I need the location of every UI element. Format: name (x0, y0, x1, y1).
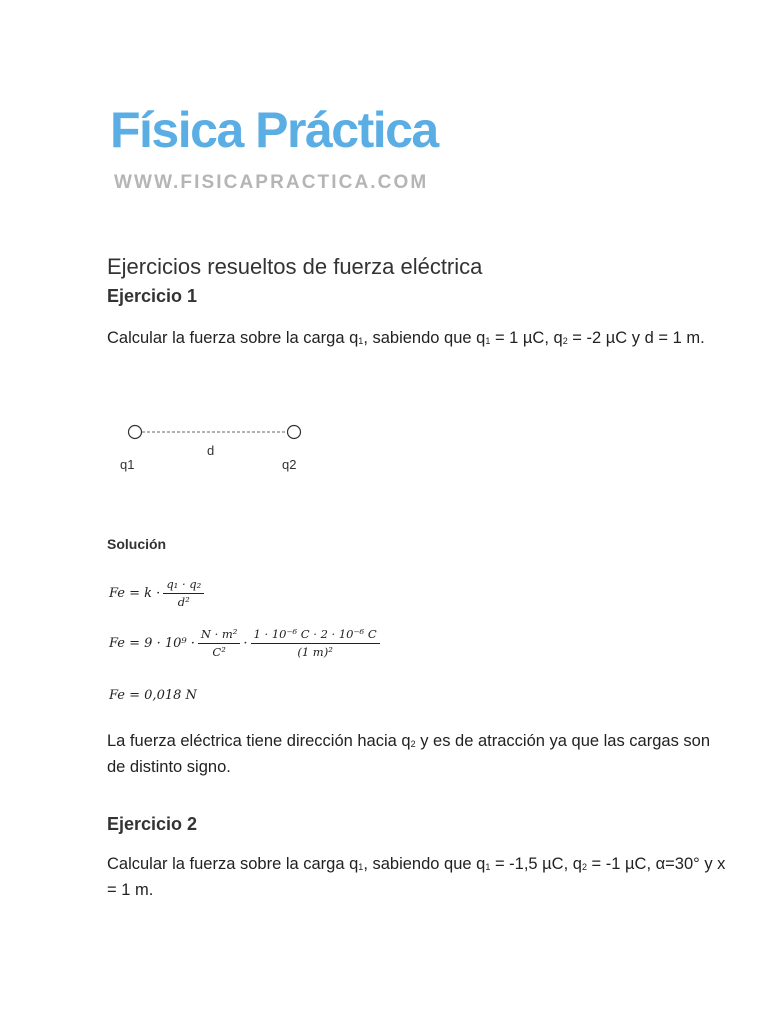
equation-result: Fe = 0,018 N (109, 688, 197, 703)
logo-url: WWW.FISICAPRACTICA.COM (114, 172, 429, 193)
equation-substitution (109, 628, 383, 659)
eq2-units-denominator: C² (212, 645, 226, 660)
page-title: Ejercicios resueltos de fuerza eléctrica (107, 254, 483, 279)
logo-title: Física Práctica (110, 102, 438, 158)
eq1-numerator: q₁ · q₂ (163, 578, 204, 594)
equation-coulomb (109, 578, 207, 609)
eq1-fraction (163, 578, 204, 609)
exercise-1-statement: Calcular la fuerza sobre la carga $q_1$, sabiendo que $q_1 = 1$ µC, $q_2 = -2$ µC y d = 1 m. (107, 329, 705, 347)
solution-label: Solución (107, 536, 167, 552)
eq1-lhs: Fe = k · (109, 586, 161, 602)
charges-diagram (100, 415, 320, 485)
exercise-2-statement: Calcular la fuerza sobre la carga $q_1$, sabiendo que $q_1 = -1,5$ µC, $q_2 = -1$ µC, α=30° y x = 1 m. (107, 855, 726, 899)
eq2-lhs: Fe = 9 · 10⁹ · (109, 636, 195, 652)
eq2-units-numerator: N · m² (198, 628, 241, 644)
exercise-1-conclusion: La fuerza eléctrica tiene dirección hacia $q_2$ y es de atracción ya que las cargas son de distinto signo. (107, 732, 711, 776)
eq2-units-fraction (198, 628, 241, 659)
eq2-values-numerator: 1 · 10⁻⁶ C · 2 · 10⁻⁶ C (251, 628, 380, 644)
label-q2: q2 (282, 457, 297, 472)
label-d: d (207, 443, 215, 458)
exercise-1-title: Ejercicio 1 (107, 286, 198, 306)
eq2-dot: · (243, 636, 248, 652)
label-q1: q1 (120, 457, 135, 472)
exercise-2-title: Ejercicio 2 (107, 814, 198, 834)
eq1-denominator: d² (177, 595, 190, 610)
charge-q2-circle (288, 426, 301, 439)
eq2-values-denominator: (1 m)² (297, 645, 333, 660)
charge-q1-circle (129, 426, 142, 439)
eq2-values-fraction (251, 628, 380, 659)
